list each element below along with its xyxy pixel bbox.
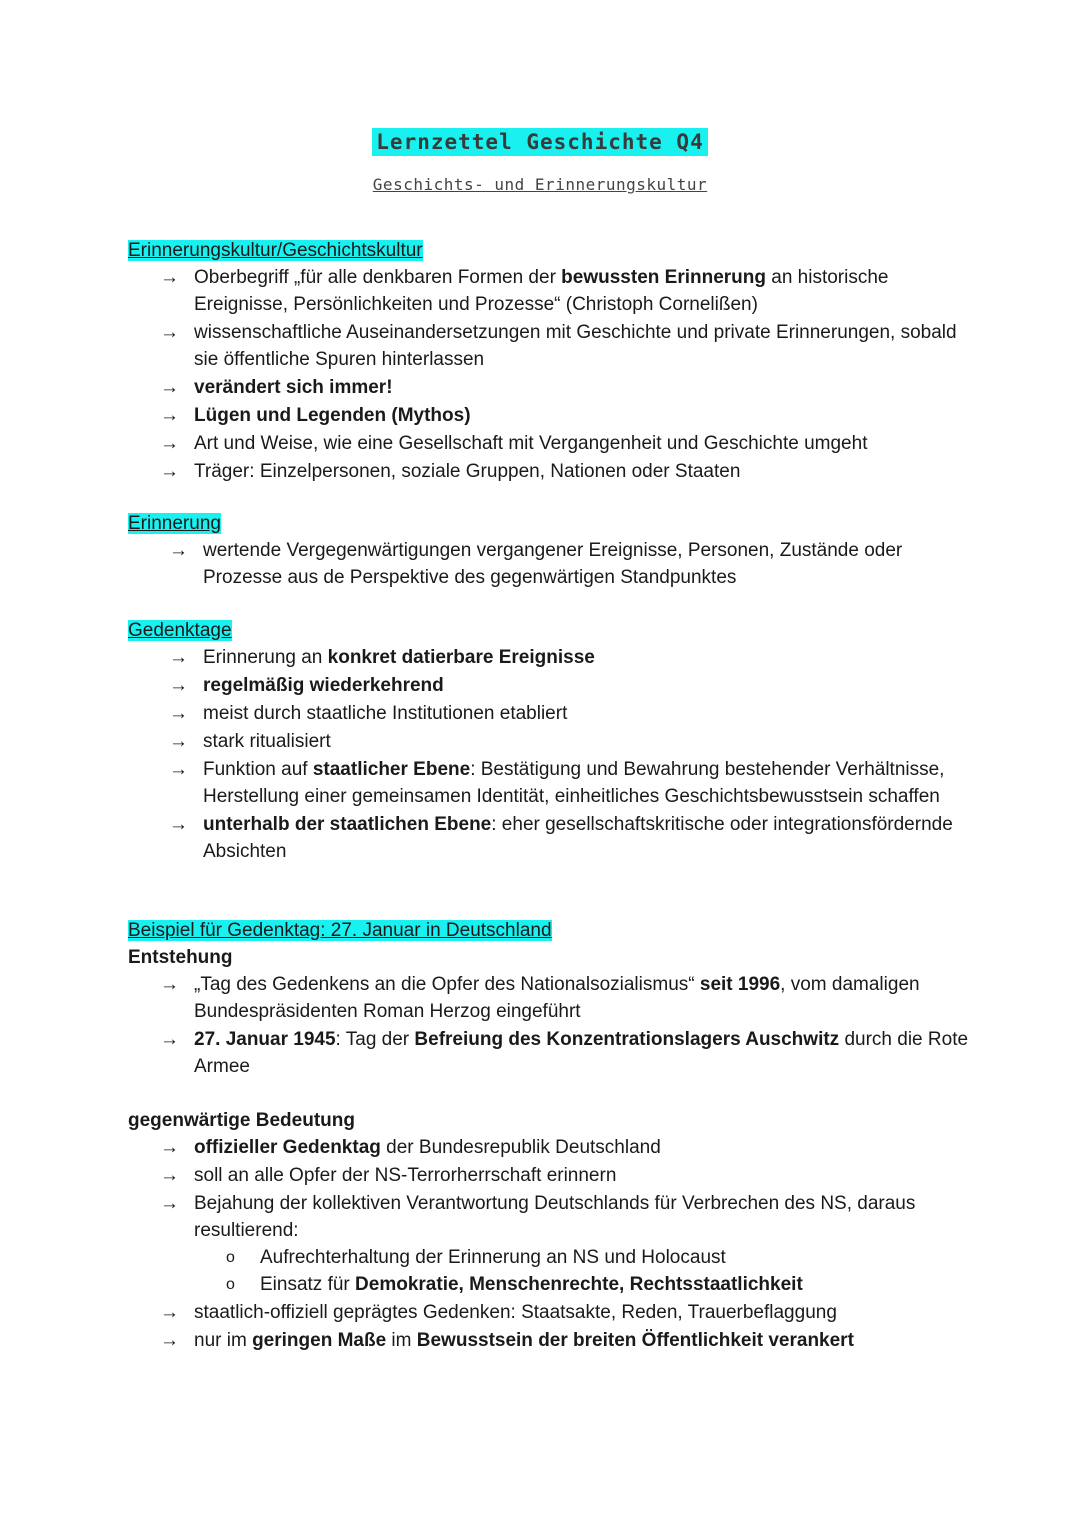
section-erinnerung bbox=[128, 510, 978, 592]
page-title: Lernzettel Geschichte Q4 bbox=[0, 130, 1080, 154]
section-erinnerungskultur bbox=[128, 237, 978, 486]
arrow-icon: → bbox=[160, 1302, 179, 1323]
arrow-icon: → bbox=[160, 405, 179, 426]
arrow-icon: → bbox=[169, 814, 188, 835]
list-item: → Funktion auf staatlicher Ebene: Bestätigung und Bewahrung bestehender Verhältnisse, Herstellung einer gemeinsamen Identität, einheitliches Geschichtsbewusstsein schaffen bbox=[128, 756, 978, 810]
list-item: → wissenschaftliche Auseinandersetzungen mit Geschichte und private Erinnerungen, sobald sie öffentliche Spuren hinterlassen bbox=[128, 319, 978, 373]
section-beispiel-gedenktag bbox=[128, 917, 978, 1355]
section-heading: Gedenktage bbox=[128, 620, 232, 641]
circle-bullet-icon: o bbox=[226, 1249, 235, 1266]
bullet-list bbox=[128, 971, 978, 1080]
section-heading: Erinnerungskultur/Geschichtskultur bbox=[128, 240, 423, 261]
arrow-icon: → bbox=[169, 675, 188, 696]
list-item: → nur im geringen Maße im Bewusstsein der breiten Öffentlichkeit verankert bbox=[128, 1327, 978, 1354]
arrow-icon: → bbox=[160, 433, 179, 454]
sub-list-item: o Aufrechterhaltung der Erinnerung an NS und Holocaust bbox=[194, 1244, 978, 1271]
section-gedenktage bbox=[128, 617, 978, 866]
arrow-icon: → bbox=[160, 461, 179, 482]
list-item: → offizieller Gedenktag der Bundesrepublik Deutschland bbox=[128, 1134, 978, 1161]
arrow-icon: → bbox=[160, 1165, 179, 1186]
list-item: → stark ritualisiert bbox=[128, 728, 978, 755]
bullet-list bbox=[128, 1134, 978, 1354]
list-item: → staatlich-offiziell geprägtes Gedenken: Staatsakte, Reden, Trauerbeflaggung bbox=[128, 1299, 978, 1326]
bullet-list bbox=[128, 264, 978, 485]
section-heading: Beispiel für Gedenktag: 27. Januar in Deutschland bbox=[128, 920, 552, 941]
list-item: → soll an alle Opfer der NS-Terrorherrschaft erinnern bbox=[128, 1162, 978, 1189]
list-item: → „Tag des Gedenkens an die Opfer des Nationalsozialismus“ seit 1996, vom damaligen Bundespräsidenten Roman Herzog eingeführt bbox=[128, 971, 978, 1025]
list-item: → Art und Weise, wie eine Gesellschaft mit Vergangenheit und Geschichte umgeht bbox=[128, 430, 978, 457]
page-subtitle: Geschichts- und Erinnerungskultur bbox=[372, 175, 708, 194]
arrow-icon: → bbox=[160, 974, 179, 995]
bullet-list bbox=[128, 644, 978, 865]
section-heading: Erinnerung bbox=[128, 513, 221, 534]
list-item: → Bejahung der kollektiven Verantwortung Deutschlands für Verbrechen des NS, daraus resultierend: o Aufrechterhaltung der Erinnerung an NS und Holocaust o Einsatz für Demokratie, Menschenrechte, Rechtsstaatlichkeit bbox=[128, 1190, 978, 1298]
list-item: → verändert sich immer! bbox=[128, 374, 978, 401]
arrow-icon: → bbox=[160, 267, 179, 288]
subheading-bedeutung: gegenwärtige Bedeutung bbox=[128, 1110, 355, 1131]
arrow-icon: → bbox=[160, 377, 179, 398]
subheading-entstehung: Entstehung bbox=[128, 947, 233, 968]
arrow-icon: → bbox=[160, 1137, 179, 1158]
sub-list-item: o Einsatz für Demokratie, Menschenrechte, Rechtsstaatlichkeit bbox=[194, 1271, 978, 1298]
arrow-icon: → bbox=[160, 322, 179, 343]
bullet-list bbox=[128, 537, 978, 591]
list-item: → regelmäßig wiederkehrend bbox=[128, 672, 978, 699]
list-item: → Lügen und Legenden (Mythos) bbox=[128, 402, 978, 429]
list-item: → Erinnerung an konkret datierbare Ereignisse bbox=[128, 644, 978, 671]
list-item: → Oberbegriff „für alle denkbaren Formen der bewussten Erinnerung an historische Ereignisse, Persönlichkeiten und Prozesse“ (Christoph Cornelißen) bbox=[128, 264, 978, 318]
list-item: → wertende Vergegenwärtigungen vergangener Ereignisse, Personen, Zustände oder Prozesse aus de Perspektive des gegenwärtigen Standpunktes bbox=[128, 537, 978, 591]
list-item: → unterhalb der staatlichen Ebene: eher gesellschaftskritische oder integrationsfördernde Absichten bbox=[128, 811, 978, 865]
list-item: → Träger: Einzelpersonen, soziale Gruppen, Nationen oder Staaten bbox=[128, 458, 978, 485]
sub-list bbox=[194, 1244, 978, 1298]
list-item: → 27. Januar 1945: Tag der Befreiung des Konzentrationslagers Auschwitz durch die Rote Armee bbox=[128, 1026, 978, 1080]
arrow-icon: → bbox=[169, 647, 188, 668]
list-item: → meist durch staatliche Institutionen etabliert bbox=[128, 700, 978, 727]
arrow-icon: → bbox=[160, 1029, 179, 1050]
arrow-icon: → bbox=[160, 1330, 179, 1351]
arrow-icon: → bbox=[169, 731, 188, 752]
arrow-icon: → bbox=[169, 703, 188, 724]
arrow-icon: → bbox=[169, 759, 188, 780]
arrow-icon: → bbox=[169, 540, 188, 561]
circle-bullet-icon: o bbox=[226, 1276, 235, 1293]
arrow-icon: → bbox=[160, 1193, 179, 1214]
